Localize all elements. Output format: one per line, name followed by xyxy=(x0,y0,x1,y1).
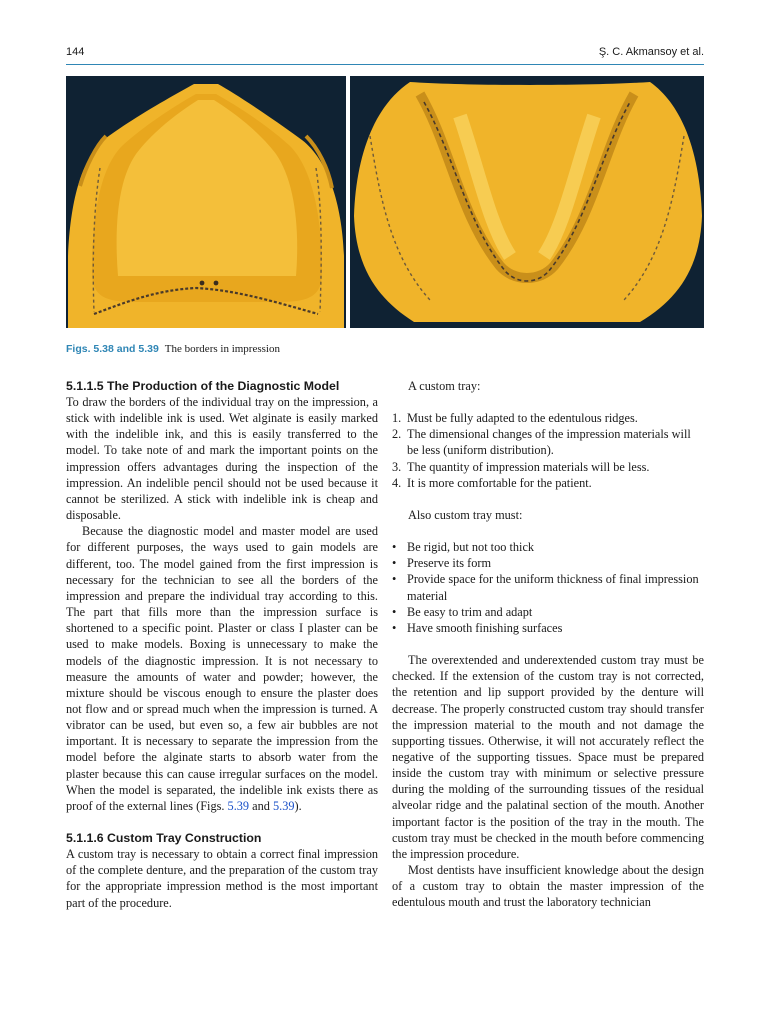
right-column xyxy=(392,378,704,911)
list-number: 1. xyxy=(392,411,402,426)
running-header xyxy=(66,44,704,65)
maxillary-impression-illustration xyxy=(66,76,346,328)
page-number: 144 xyxy=(66,46,85,58)
list-item-text: Must be fully adapted to the edentulous ridges. xyxy=(407,411,638,426)
list-item-text: The quantity of impression materials will be less. xyxy=(407,459,650,474)
figure-5-38-image xyxy=(66,76,346,328)
list-number: 3. xyxy=(392,459,402,474)
spacer xyxy=(66,814,378,830)
list-item xyxy=(392,555,704,571)
list-item-text: Preserve its form xyxy=(407,556,492,571)
bullet-icon: • xyxy=(392,540,397,555)
list-item xyxy=(392,571,704,603)
list-item-text: Be rigid, but not too thick xyxy=(407,540,535,555)
numbered-list xyxy=(392,410,704,491)
list-item xyxy=(392,459,704,475)
paragraph: Most dentists have insufficient knowledge about the design of a custom tray to obtain the master impression of the edentulous mouth and trust the laboratory technician xyxy=(392,863,704,910)
figure-link[interactable]: 5.39 xyxy=(227,798,250,813)
paragraph-text: Because the diagnostic model and master model are used for different purposes, the ways used to gain models are different, too. The model gained from the first impression is necessary for the technician to see all the borders of the impression and prepare the individual tray according to this. The part that fills more than the impression surface is shortened to a specific point. Plaster or class I plaster can be used to make models. Boxing is unnecessary to make the models of the diagnostic impression. It is not necessary to measure the amounts of water and powder; however, the mixture should be viscous enough to ensure the plaster does not flow and or spread much when the impression is turned. A vibrator can be used, but even so, a few air bubbles are not important. It is necessary to separate the impression from the model before the alginate starts to absorb water from the plaster because this can cause irregular surfaces on the model. When the model is separated, the indelible ink exists there as proof of the external lines (Figs. xyxy=(66,524,378,813)
bullet-icon: • xyxy=(392,620,397,635)
paragraph: Also custom tray must: xyxy=(408,507,523,522)
spacer xyxy=(392,394,704,410)
conjunction: and xyxy=(252,798,270,813)
list-item xyxy=(392,410,704,426)
list-number: 4. xyxy=(392,475,402,490)
figure-5-39-image xyxy=(350,76,704,328)
list-item-text: Have smooth finishing surfaces xyxy=(407,620,563,635)
list-item xyxy=(392,426,704,458)
paragraph: The overextended and underextended custom tray must be checked. If the extension of the custom tray is not corrected, the retention and lip support provided by the denture will decrease. The properly constructed custom tray should transfer the impression material to the mouth and not damage the supporting tissues. Otherwise, it will not accurately reflect the negative of the supporting tissues. Space must be prepared inside the custom tray with minimum or selective pressure during the molding of the surrounding tissues of the residual alveolar ridge and the palatinal section of the mouth. Another important factor is the position of the tray in the mouth. The custom tray must be checked in the mouth before commencing the impression procedure. xyxy=(392,653,704,861)
section-heading-5-1-1-5: 5.1.1.5 The Production of the Diagnostic Model xyxy=(66,379,340,393)
spacer xyxy=(392,491,704,507)
bullet-icon: • xyxy=(392,604,397,619)
list-number: 2. xyxy=(392,427,402,442)
list-item xyxy=(392,539,704,555)
running-author: Ş. C. Akmansoy et al. xyxy=(598,46,704,58)
bullet-icon: • xyxy=(392,556,397,571)
list-item-text: Be easy to trim and adapt xyxy=(407,604,533,619)
spacer xyxy=(392,636,704,652)
list-item xyxy=(392,475,704,491)
figure-link[interactable]: 5.39 xyxy=(273,798,295,813)
mandibular-impression-illustration xyxy=(350,76,704,328)
paragraph: A custom tray is necessary to obtain a correct final impression of the complete denture, and the preparation of the custom tray for the appropriate impression method is the most important part of the procedure. xyxy=(66,847,378,910)
bullet-list xyxy=(392,539,704,636)
left-column xyxy=(66,378,378,911)
list-item xyxy=(392,604,704,620)
paragraph: To draw the borders of the individual tray on the impression, a stick with indelible ink is used. Wet alginate is easily marked with the indelible ink, and this is easily transferred to the model. To take note of and mark the important points on the impression offers advantages during the inspection of the impression. An indelible pencil should not be used because it cannot be sterilized. A stick with indelible ink is cheap and disposable. xyxy=(66,395,378,523)
section-heading-5-1-1-6: 5.1.1.6 Custom Tray Construction xyxy=(66,831,262,846)
list-item-text: It is more comfortable for the patient. xyxy=(407,475,592,490)
spacer xyxy=(392,523,704,539)
list-item xyxy=(392,620,704,636)
caption-label: Figs. 5.38 and 5.39 xyxy=(66,343,159,355)
list-item-text: Provide space for the uniform thickness of final impression material xyxy=(407,572,699,603)
bullet-icon: • xyxy=(392,572,397,587)
paragraph: A custom tray: xyxy=(408,379,481,393)
paragraph xyxy=(66,523,378,814)
closing-punctuation: ). xyxy=(294,798,302,813)
list-item-text: The dimensional changes of the impression materials will be less (uniform distribution). xyxy=(407,427,691,458)
caption-text: The borders in impression xyxy=(164,343,280,355)
figure-caption xyxy=(66,343,280,355)
